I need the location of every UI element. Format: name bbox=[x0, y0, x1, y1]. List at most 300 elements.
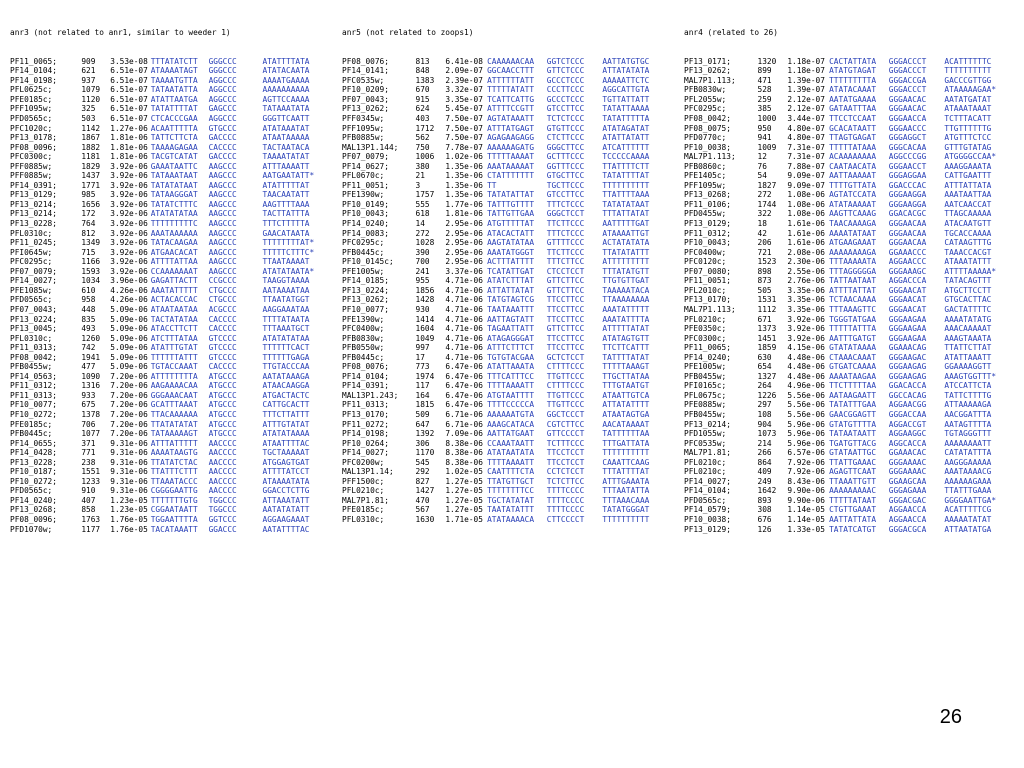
position: 470 bbox=[415, 495, 430, 505]
downstream-sequence: TGCACCAAAA bbox=[944, 228, 992, 238]
upstream-sequence: ATATAATATA bbox=[487, 448, 535, 458]
motif-sequence: AGGAACGG bbox=[888, 400, 927, 410]
gene-id: PFB0445c; bbox=[342, 352, 385, 362]
e-value: 3.92e-06 bbox=[110, 257, 148, 267]
motif-sequence: TTGTTCCC bbox=[546, 371, 585, 381]
gene-id: PF11_0245; bbox=[10, 238, 57, 248]
downstream-sequence: ATATTTTATA bbox=[262, 56, 310, 66]
downstream-sequence: AGTTCCAAAA bbox=[262, 94, 310, 104]
position: 528 bbox=[757, 85, 772, 95]
downstream-sequence: ATATTAAATT bbox=[944, 352, 992, 362]
upstream-sequence: TATACAAGAA bbox=[150, 238, 198, 248]
e-value: 6.47e-06 bbox=[445, 400, 483, 410]
gene-id: PF11_0312; bbox=[10, 381, 57, 391]
downstream-sequence: AAAAAAAATT bbox=[944, 438, 992, 448]
motif-sequence: TTCCTTCC bbox=[546, 295, 585, 305]
position: 1142 bbox=[81, 123, 101, 133]
position: 1049 bbox=[415, 333, 435, 343]
motif-sequence: GGGAAGAA bbox=[888, 314, 927, 324]
gene-id: MAL13P1.14; bbox=[342, 467, 394, 477]
upstream-sequence: ATATTTGTAT bbox=[150, 343, 198, 353]
upstream-sequence: TTTTAAAATT bbox=[487, 381, 535, 391]
upstream-sequence: ATGTTTTTAT bbox=[487, 219, 535, 229]
downstream-sequence: TAAAATATAT bbox=[262, 152, 310, 162]
site-row bbox=[10, 152, 330, 162]
gene-id: PFL0670c; bbox=[342, 171, 385, 181]
downstream-sequence: ACATTTTTTC bbox=[944, 56, 992, 66]
gene-id: PF14_0083; bbox=[342, 228, 389, 238]
downstream-sequence: ATGGAGTGAT bbox=[262, 457, 310, 467]
gene-id: PFD0565c; bbox=[10, 486, 53, 496]
gene-id: PFC0120c; bbox=[684, 257, 727, 267]
position: 172 bbox=[81, 209, 96, 219]
gene-id: PF10_0209; bbox=[342, 85, 389, 95]
downstream-sequence: AAAATGAAAA bbox=[262, 75, 310, 85]
e-value: 9.31e-06 bbox=[110, 476, 148, 486]
upstream-sequence: AAATATTTTT bbox=[150, 285, 198, 295]
position: 117 bbox=[415, 381, 430, 391]
upstream-sequence: CAATAACATA bbox=[829, 161, 877, 171]
position: 272 bbox=[415, 228, 430, 238]
site-row bbox=[10, 429, 330, 439]
position: 915 bbox=[415, 94, 430, 104]
gene-id: PF08_0076; bbox=[342, 56, 389, 66]
upstream-sequence: ACAAAAAAAA bbox=[829, 152, 877, 162]
upstream-sequence: AAAATATAAT bbox=[829, 228, 877, 238]
site-row bbox=[342, 76, 672, 86]
e-value: 3.92e-06 bbox=[110, 238, 148, 248]
motif-sequence: GGGAACAT bbox=[888, 295, 927, 305]
upstream-sequence: TATAATAATT bbox=[829, 429, 877, 439]
site-row bbox=[10, 477, 330, 487]
downstream-sequence: TAAAAATACA bbox=[602, 285, 650, 295]
downstream-sequence: TTTCTTATTT bbox=[262, 409, 310, 419]
position: 950 bbox=[757, 123, 772, 133]
upstream-sequence: TATATCTTTC bbox=[150, 199, 198, 209]
position: 864 bbox=[757, 457, 772, 467]
motif-sequence: GGGAACAC bbox=[888, 104, 927, 114]
position: 1177 bbox=[81, 524, 101, 534]
site-row bbox=[684, 295, 1014, 305]
site-row bbox=[342, 467, 672, 477]
downstream-sequence: ATATTATATT bbox=[602, 133, 650, 143]
upstream-sequence: ATTTTATTAT bbox=[829, 285, 877, 295]
position: 206 bbox=[757, 238, 772, 248]
motif-sequence: GGGACCCT bbox=[888, 85, 927, 95]
position: 827 bbox=[415, 476, 430, 486]
motif-sequence: GGAAACCC bbox=[888, 247, 927, 257]
site-row bbox=[684, 381, 1014, 391]
site-row bbox=[342, 458, 672, 468]
upstream-sequence: GTATAATTGC bbox=[829, 448, 877, 458]
upstream-sequence: GGGAAACAAT bbox=[150, 390, 198, 400]
upstream-sequence: GAAATAATTC bbox=[150, 161, 198, 171]
upstream-sequence: ATATAAAACA bbox=[487, 514, 535, 524]
position: 671 bbox=[757, 314, 772, 324]
e-value: 4.15e-06 bbox=[787, 343, 825, 353]
e-value: 3.92e-06 bbox=[787, 314, 825, 324]
site-row bbox=[684, 315, 1014, 325]
e-value: 1.81e-06 bbox=[110, 142, 148, 152]
upstream-sequence: AAATATGGGT bbox=[487, 247, 535, 257]
motif-sequence: GCCCTCCC bbox=[546, 94, 585, 104]
upstream-sequence: TACTATATAA bbox=[150, 314, 198, 324]
gene-id: PFL2010c; bbox=[684, 285, 727, 295]
e-value: 5.09e-06 bbox=[110, 324, 148, 334]
motif-sequence: TTTCTCCC bbox=[546, 199, 585, 209]
e-value: 6.51e-07 bbox=[110, 85, 148, 95]
site-row bbox=[10, 496, 330, 506]
gene-id: PFL0310c; bbox=[342, 514, 385, 524]
downstream-sequence: AATCAACCAT bbox=[944, 199, 992, 209]
gene-id: PFC0295c; bbox=[342, 238, 385, 248]
e-value: 8.38e-06 bbox=[445, 448, 483, 458]
gene-id: PFL0210c; bbox=[684, 467, 727, 477]
e-value: 2.76e-06 bbox=[787, 276, 825, 286]
motif-sequence: GTTCTTCC bbox=[546, 276, 585, 286]
e-value: 5.96e-06 bbox=[787, 419, 825, 429]
downstream-sequence: TTTAAACAAA bbox=[602, 495, 650, 505]
site-row bbox=[684, 505, 1014, 515]
e-value: 1.14e-05 bbox=[787, 514, 825, 524]
motif-sequence: TTTTCCCC bbox=[546, 495, 585, 505]
site-row bbox=[342, 295, 672, 305]
gene-id: PF13_0262; bbox=[684, 66, 731, 76]
downstream-sequence: TATTCTTTTG bbox=[944, 390, 992, 400]
e-value: 1.23e-05 bbox=[110, 505, 148, 515]
upstream-sequence: AATTAGTATT bbox=[487, 314, 535, 324]
gene-id: PF13_0129; bbox=[684, 219, 731, 229]
position: 1112 bbox=[757, 304, 777, 314]
upstream-sequence: TATTGTTGAA bbox=[487, 209, 535, 219]
gene-id: PF13_0129; bbox=[684, 524, 731, 534]
site-row bbox=[10, 238, 330, 248]
motif-sequence: AGGCACCA bbox=[888, 438, 927, 448]
e-value: 1.08e-06 bbox=[787, 199, 825, 209]
downstream-sequence: CAAATTCAAG bbox=[602, 457, 650, 467]
position: 567 bbox=[415, 505, 430, 515]
downstream-sequence: GGAAAAGGTT bbox=[944, 362, 992, 372]
upstream-sequence: TACGTCATAT bbox=[150, 152, 198, 162]
downstream-sequence: ATCCATTCTA bbox=[944, 381, 992, 391]
gene-id: PF13_0268; bbox=[10, 505, 57, 515]
downstream-sequence: ATTAAATATT bbox=[262, 495, 310, 505]
downstream-sequence: ATGGGGCCAA* bbox=[944, 152, 997, 162]
position: 108 bbox=[757, 409, 772, 419]
position: 904 bbox=[757, 419, 772, 429]
position: 385 bbox=[757, 104, 772, 114]
motif-sequence: ATGCCC bbox=[208, 371, 237, 381]
gene-id: PFC0535w; bbox=[684, 438, 727, 448]
upstream-sequence: TACATAAATT bbox=[150, 524, 198, 534]
motif-sequence: GGGAACCA bbox=[888, 114, 927, 124]
motif-sequence: AGGCCCGG bbox=[888, 152, 927, 162]
motif-sequence: GTGCTTCC bbox=[546, 171, 585, 181]
motif-sequence: GGGCTTCC bbox=[546, 142, 585, 152]
upstream-sequence: TTATATCTAC bbox=[150, 457, 198, 467]
downstream-sequence: TTTATTTTAT bbox=[602, 467, 650, 477]
downstream-sequence: TTTATTATAT bbox=[602, 209, 650, 219]
gene-id: PFB0455w; bbox=[684, 371, 727, 381]
motif-sequence: GGGAACAC bbox=[888, 94, 927, 104]
motif-sequence: GGTTTCCC bbox=[546, 161, 585, 171]
motif-sequence: GGTCCC bbox=[208, 514, 237, 524]
downstream-sequence: TGTTATTATT bbox=[602, 94, 650, 104]
e-value: 4.71e-06 bbox=[445, 333, 483, 343]
site-row bbox=[10, 343, 330, 353]
site-row bbox=[10, 181, 330, 191]
e-value: 1.61e-06 bbox=[787, 228, 825, 238]
gene-id: PF07_0043; bbox=[342, 94, 389, 104]
motif-sequence: TTTCTTCC bbox=[546, 257, 585, 267]
site-row bbox=[684, 104, 1014, 114]
gene-id: PF08_0042; bbox=[10, 352, 57, 362]
site-row bbox=[10, 324, 330, 334]
downstream-sequence: ATACAATGTT bbox=[944, 219, 992, 229]
position: 238 bbox=[81, 457, 96, 467]
gene-id: PFL0210c; bbox=[684, 314, 727, 324]
upstream-sequence: CAAAAAACAA bbox=[487, 56, 535, 66]
gene-id: PF14_0104; bbox=[342, 371, 389, 381]
gene-id: PF13_0262; bbox=[342, 104, 389, 114]
gene-id: PFC0295c; bbox=[684, 104, 727, 114]
site-row bbox=[684, 324, 1014, 334]
position: 1327 bbox=[757, 371, 777, 381]
e-value: 6.51e-07 bbox=[110, 104, 148, 114]
gene-id: PFE0885w; bbox=[684, 400, 727, 410]
upstream-sequence: TTATGTTGCT bbox=[487, 476, 535, 486]
gene-id: PFF1500c; bbox=[342, 476, 385, 486]
site-row bbox=[684, 343, 1014, 353]
gene-id: PF13_0228; bbox=[10, 457, 57, 467]
site-row bbox=[342, 286, 672, 296]
e-value: 9.09e-07 bbox=[787, 180, 825, 190]
e-value: 1.81e-06 bbox=[445, 209, 483, 219]
site-row bbox=[10, 381, 330, 391]
site-row bbox=[342, 391, 672, 401]
gene-id: PFE1390w; bbox=[342, 190, 385, 200]
position: 126 bbox=[757, 524, 772, 534]
gene-id: MAL7P1.81; bbox=[684, 448, 731, 458]
site-row bbox=[684, 486, 1014, 496]
position: 1859 bbox=[757, 343, 777, 353]
site-row bbox=[10, 295, 330, 305]
site-row bbox=[684, 420, 1014, 430]
position: 1531 bbox=[757, 295, 777, 305]
position: 621 bbox=[81, 66, 96, 76]
e-value: 2.95e-06 bbox=[445, 257, 483, 267]
upstream-sequence: AGTATCCATA bbox=[829, 190, 877, 200]
downstream-sequence: GTTTGTATAG bbox=[944, 142, 992, 152]
site-row bbox=[10, 66, 330, 76]
site-row bbox=[10, 76, 330, 86]
e-value: 3.92e-06 bbox=[110, 209, 148, 219]
upstream-sequence: ATCTTTATAA bbox=[150, 333, 198, 343]
gene-id: PF13_0214; bbox=[10, 209, 57, 219]
upstream-sequence: TTTAAAAATA bbox=[829, 257, 877, 267]
gene-id: PF08_0076; bbox=[342, 362, 389, 372]
position: 1378 bbox=[81, 409, 101, 419]
site-row bbox=[342, 496, 672, 506]
e-value: 1.81e-06 bbox=[110, 133, 148, 143]
site-row bbox=[342, 362, 672, 372]
downstream-sequence: ATTAAAAAGA bbox=[944, 400, 992, 410]
gene-id: PF11_0272; bbox=[342, 419, 389, 429]
upstream-sequence: AAAAAAAAAC bbox=[829, 486, 877, 496]
motif-sequence: GGGAACAA bbox=[888, 228, 927, 238]
gene-id: PF14_0391; bbox=[342, 381, 389, 391]
site-row bbox=[342, 439, 672, 449]
downstream-sequence: ATTTGAAATA bbox=[602, 476, 650, 486]
e-value: 7.20e-06 bbox=[110, 419, 148, 429]
e-value: 7.92e-06 bbox=[787, 467, 825, 477]
motif-sequence: AAGCCC bbox=[208, 190, 237, 200]
e-value: 3.44e-07 bbox=[787, 114, 825, 124]
gene-id: PFE0350c; bbox=[684, 324, 727, 334]
site-row bbox=[342, 315, 672, 325]
upstream-sequence: AAATAAAAAA bbox=[150, 228, 198, 238]
gene-id: PF07_0080; bbox=[684, 266, 731, 276]
motif-sequence: AGGACCCA bbox=[888, 276, 927, 286]
e-value: 7.31e-07 bbox=[787, 152, 825, 162]
upstream-sequence: ATATGTAGAT bbox=[829, 66, 877, 76]
motif-sequence: ATGCCC bbox=[208, 409, 237, 419]
site-row bbox=[684, 85, 1014, 95]
site-row bbox=[10, 353, 330, 363]
site-row bbox=[684, 114, 1014, 124]
position: 1771 bbox=[81, 180, 101, 190]
upstream-sequence: TATAATATTA bbox=[150, 85, 198, 95]
downstream-sequence: AAAGGAAATA bbox=[944, 161, 992, 171]
motif-sequence: GGGACGCA bbox=[888, 524, 927, 534]
site-row bbox=[684, 143, 1014, 153]
gene-id: PFC0400w; bbox=[342, 324, 385, 334]
gene-id: PFF0345w; bbox=[342, 114, 385, 124]
gene-id: PF08_0042; bbox=[684, 114, 731, 124]
gene-id: PF13_0214; bbox=[684, 419, 731, 429]
motif-sequence: ATGCCC bbox=[208, 429, 237, 439]
downstream-sequence: TTTTTTTTTT bbox=[602, 448, 650, 458]
motif-sequence: CTTTTCCC bbox=[546, 362, 585, 372]
upstream-sequence: CACTATTATA bbox=[829, 56, 877, 66]
downstream-sequence: AATAGTTTTA bbox=[944, 419, 992, 429]
position: 3 bbox=[415, 180, 421, 190]
position: 930 bbox=[415, 304, 430, 314]
downstream-sequence: TATATATAAT bbox=[602, 199, 650, 209]
downstream-sequence: TATACAGTTT bbox=[944, 276, 992, 286]
site-row bbox=[342, 505, 672, 515]
site-row bbox=[342, 124, 672, 134]
e-value: 6.47e-06 bbox=[445, 371, 483, 381]
upstream-sequence: ATTTTCCGTT bbox=[487, 104, 535, 114]
motif-sequence: TGGCCC bbox=[208, 495, 237, 505]
site-row bbox=[10, 219, 330, 229]
gene-id: PF13_0224; bbox=[10, 314, 57, 324]
position: 1451 bbox=[757, 333, 777, 343]
motif-sequence: GGGAACAA bbox=[888, 219, 927, 229]
position: 1373 bbox=[757, 324, 777, 334]
site-row bbox=[342, 95, 672, 105]
site-row bbox=[342, 200, 672, 210]
site-row bbox=[10, 467, 330, 477]
gene-id: MAL7P1.113; bbox=[684, 75, 736, 85]
e-value: 5.09e-06 bbox=[110, 304, 148, 314]
e-value: 7.50e-07 bbox=[445, 123, 483, 133]
upstream-sequence: TTTTAAAATT bbox=[487, 457, 535, 467]
upstream-sequence: ATATATATAA bbox=[150, 209, 198, 219]
gene-id: PF14_0027; bbox=[10, 276, 57, 286]
gene-id: PF10_0145c; bbox=[342, 257, 394, 267]
upstream-sequence: TTTAAAGTTC bbox=[829, 304, 877, 314]
motif-sequence: GTCCCC bbox=[208, 333, 237, 343]
sites-list bbox=[10, 57, 330, 534]
e-value: 5.56e-06 bbox=[787, 409, 825, 419]
e-value: 1.81e-06 bbox=[110, 152, 148, 162]
upstream-sequence: AAAAAAGATG bbox=[487, 142, 535, 152]
position: 1383 bbox=[415, 75, 435, 85]
gene-id: PFC0300c; bbox=[684, 333, 727, 343]
e-value: 2.12e-07 bbox=[787, 94, 825, 104]
downstream-sequence: AAAAATTCTC bbox=[602, 75, 650, 85]
upstream-sequence: CTGTTGAAAT bbox=[829, 505, 877, 515]
upstream-sequence: AAAAAATGTA bbox=[487, 409, 535, 419]
gene-id: PFF0885w; bbox=[10, 161, 53, 171]
motif-sequence: GGGAAGAG bbox=[888, 371, 927, 381]
gene-id: PFL0210c; bbox=[684, 457, 727, 467]
position: 813 bbox=[415, 56, 430, 66]
position: 545 bbox=[415, 457, 430, 467]
e-value: 4.71e-06 bbox=[445, 295, 483, 305]
motif-sequence: GGGAAAAC bbox=[888, 457, 927, 467]
motif-sequence: AAGCCC bbox=[208, 209, 237, 219]
gene-id: PF14_0579; bbox=[684, 505, 731, 515]
gene-id: PF07_0079; bbox=[342, 152, 389, 162]
downstream-sequence: AATAAAATAA bbox=[262, 285, 310, 295]
e-value: 7.20e-06 bbox=[110, 371, 148, 381]
downstream-sequence: TAAACCACGT bbox=[944, 247, 992, 257]
position: 1320 bbox=[757, 56, 777, 66]
position: 771 bbox=[81, 448, 96, 458]
e-value: 2.09e-07 bbox=[445, 66, 483, 76]
e-value: 7.20e-06 bbox=[110, 429, 148, 439]
motif-sequence: TTCCTTCC bbox=[546, 343, 585, 353]
downstream-sequence: ATATATAATA* bbox=[262, 266, 315, 276]
site-row bbox=[10, 124, 330, 134]
e-value: 6.51e-07 bbox=[110, 66, 148, 76]
position: 471 bbox=[757, 75, 772, 85]
upstream-sequence: ATAGAGGGAT bbox=[487, 333, 535, 343]
column-header: anr4 (related to 26) bbox=[684, 28, 778, 38]
downstream-sequence: ATTATATATA bbox=[602, 66, 650, 76]
position: 1656 bbox=[81, 199, 101, 209]
upstream-sequence: TATATTTGAA bbox=[829, 400, 877, 410]
gene-id: PFI0165c; bbox=[684, 381, 727, 391]
gene-id: PF11_0106; bbox=[684, 199, 731, 209]
downstream-sequence: TTTTTTCACT bbox=[262, 343, 310, 353]
position: 12 bbox=[757, 152, 767, 162]
position: 1233 bbox=[81, 476, 101, 486]
downstream-sequence: ATAATAAAAA bbox=[262, 133, 310, 143]
site-row bbox=[684, 219, 1014, 229]
motif-sequence: GGCCACAG bbox=[888, 390, 927, 400]
position: 1630 bbox=[415, 514, 435, 524]
gene-id: PF13_0228; bbox=[10, 219, 57, 229]
site-row bbox=[342, 133, 672, 143]
position: 380 bbox=[415, 161, 430, 171]
motif-sequence: AGGAACCA bbox=[888, 505, 927, 515]
site-row bbox=[342, 57, 672, 67]
downstream-sequence: ATGTTTCTCC bbox=[944, 133, 992, 143]
